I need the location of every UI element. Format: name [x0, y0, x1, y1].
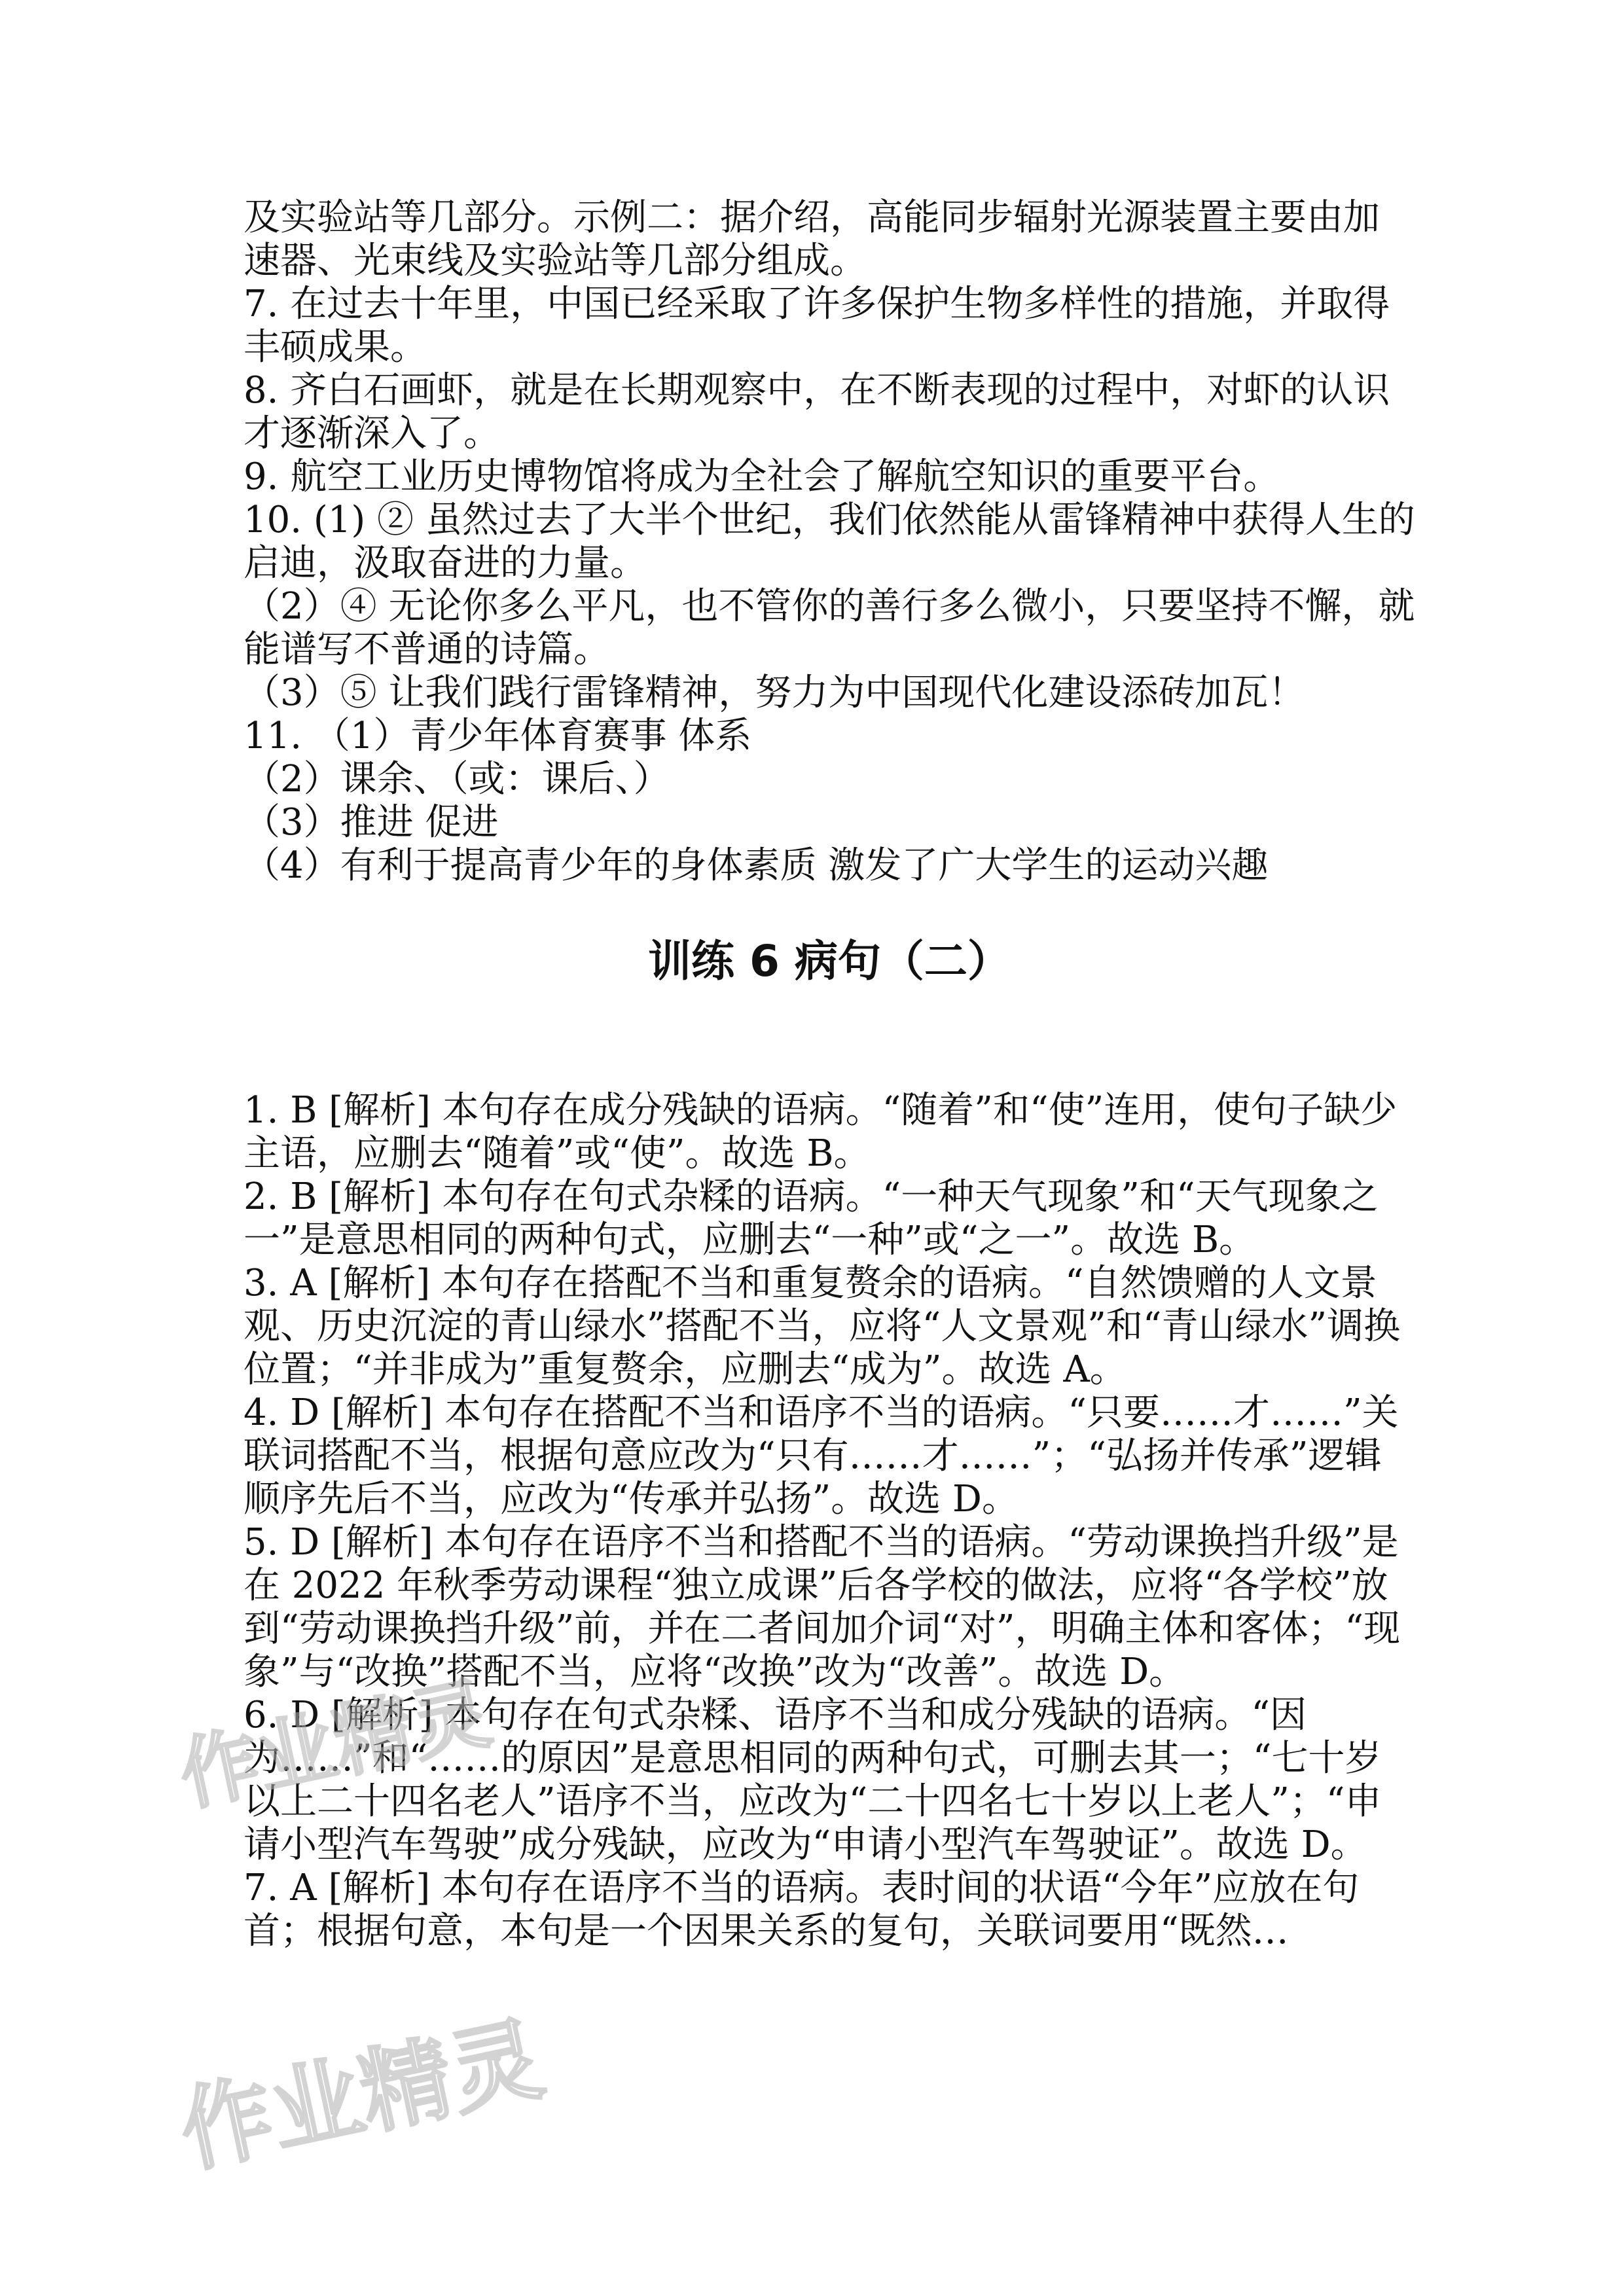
- answer-line: （2）④ 无论你多么平凡，也不管你的善行多么微小，只要坚持不懈，就能谱写不普通的诗篇。: [244, 585, 1415, 671]
- answer-line: 7. 在过去十年里，中国已经采取了许多保护生物多样性的措施，并取得丰硕成果。: [244, 283, 1390, 368]
- answer-item: 6. D [解析] 本句存在句式杂糅、语序不当和成分残缺的语病。“因为……”和“……的原因”是意思相同的两种句式，可删去其一；“七十岁以上二十四名老人”语序不当，应改为“二十四名七十岁以上老人”；“申请小型汽车驾驶”成分残缺，应改为“申请小型汽车驾驶证”。故选 D。: [244, 1694, 1382, 1866]
- answer-line: （4）有利于提高青少年的身体素质 激发了广大学生的运动兴趣: [244, 844, 1269, 887]
- answer-item: 7. A [解析] 本句存在语序不当的语病。表时间的状语“今年”应放在句首；根据句意，本句是一个因果关系的复句，关联词要用“既然…: [244, 1867, 1360, 1952]
- answer-line: 及实验站等几部分。示例二：据介绍，高能同步辐射光源装置主要由加速器、光束线及实验站等几部分组成。: [244, 196, 1380, 282]
- answer-item: 3. A [解析] 本句存在搭配不当和重复赘余的语病。“自然馈赠的人文景观、历史沉淀的青山绿水”搭配不当，应将“人文景观”和“青山绿水”调换位置；“并非成为”重复赘余，应删去“成为”。故选 A。: [244, 1262, 1401, 1391]
- section-answers: [244, 1089, 1415, 1953]
- top-answers: [244, 196, 1415, 888]
- answer-item: 1. B [解析] 本句存在成分残缺的语病。“随着”和“使”连用，使句子缺少主语，应删去“随着”或“使”。故选 B。: [244, 1089, 1398, 1175]
- answer-item: 5. D [解析] 本句存在语序不当和搭配不当的语病。“劳动课换挡升级”是在 2022 年秋季劳动课程“独立成课”后各学校的做法，应将“各学校”放到“劳动课换挡升级”前，并在二者间加介词“对”，明确主体和客体；“现象”与“改换”搭配不当，应将“改换”改为“改善”。故选 D。: [244, 1521, 1401, 1693]
- watermark: 作业精灵: [171, 2005, 552, 2187]
- answer-line: （2）课余、（或：课后、）: [244, 758, 670, 800]
- answer-line: （3）⑤ 让我们践行雷锋精神，努力为中国现代化建设添砖加瓦！: [244, 672, 1305, 714]
- answer-line: （3）推进 促进: [244, 801, 499, 844]
- answer-line: 10. (1) ② 虽然过去了大半个世纪，我们依然能从雷锋精神中获得人生的启迪，汲取奋进的力量。: [244, 499, 1415, 584]
- section-title: 训练 6 病句（二）: [648, 936, 1011, 986]
- answer-item: 2. B [解析] 本句存在句式杂糅的语病。“一种天气现象”和“天气现象之一”是意思相同的两种句式，应删去“一种”或“之一”。故选 B。: [244, 1175, 1379, 1261]
- watermark: 作业精灵: [171, 1668, 499, 1823]
- answer-line: 11. （1）青少年体育赛事 体系: [244, 715, 752, 757]
- answer-line: 8. 齐白石画虾，就是在长期观察中，在不断表现的过程中，对虾的认识才逐渐深入了。: [244, 369, 1390, 455]
- answer-line: 9. 航空工业历史博物馆将成为全社会了解航空知识的重要平台。: [244, 456, 1280, 498]
- answer-item: 4. D [解析] 本句存在搭配不当和语序不当的语病。“只要……才……”关联词搭配不当，根据句意应改为“只有……才……”；“弘扬并传承”逻辑顺序先后不当，应改为“传承并弘扬”。故选 D。: [244, 1391, 1399, 1520]
